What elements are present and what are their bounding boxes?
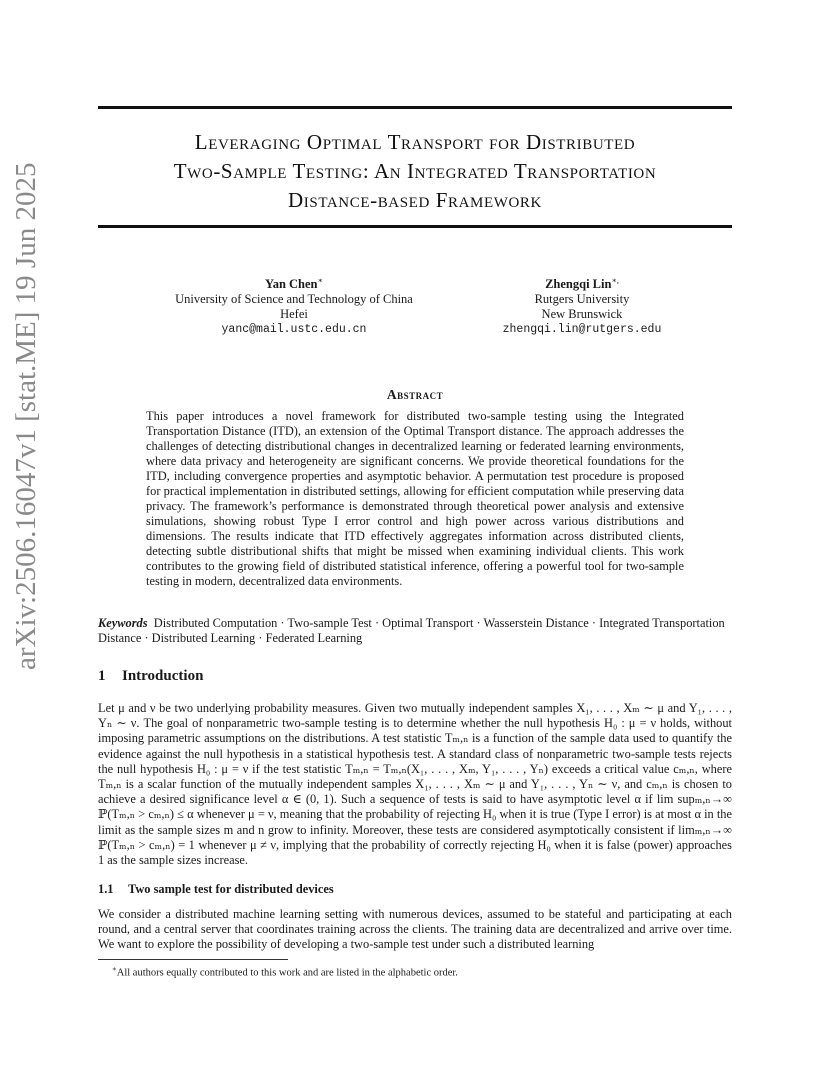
author-city: New Brunswick	[541, 307, 623, 322]
title-top-rule	[98, 106, 732, 109]
paper-title	[98, 128, 732, 215]
section-heading	[98, 668, 203, 685]
author-name: Zhengqi Lin∗,	[545, 276, 619, 292]
footnote-text: All authors equally contributed to this work and are listed in the alphabetic order.	[116, 967, 458, 979]
author-city: Hefei	[280, 307, 308, 322]
keywords-label: Keywords	[98, 616, 148, 630]
section-number: 1	[98, 668, 106, 684]
title-line-2: Two-Sample Testing: An Integrated Transportation	[173, 159, 657, 183]
author-affiliation: University of Science and Technology of China	[175, 292, 413, 307]
author-affiliation: Rutgers University	[534, 292, 630, 307]
footnote	[112, 963, 458, 980]
keywords-list: Distributed Computation · Two-sample Test · Optimal Transport · Wasserstein Distance · Integrated Transportation Distance · Distributed Learning · Federated Learning	[98, 616, 725, 645]
footnote-rule	[98, 959, 288, 960]
subsection-number: 1.1	[98, 882, 114, 896]
section-title: Introduction	[122, 668, 204, 684]
title-line-3: Distance-based Framework	[288, 188, 542, 212]
author-email[interactable]: zhengqi.lin@rutgers.edu	[502, 323, 662, 337]
subsection-heading	[98, 882, 334, 897]
title-bottom-rule	[98, 225, 732, 228]
footnote-mark: ∗	[112, 965, 117, 973]
abstract-body: This paper introduces a novel framework for distributed two-sample testing using the Integrated Transportation Distance (ITD), an extension of the Optimal Transport distance. The approach addresses the challenges of detecting distributional changes in decentralized learning or federated learning environments, where data privacy and heterogeneity are significant concerns. We provide theoretical foundations for the ITD, including convergence properties and asymptotic behavior. A permutation test procedure is proposed for practical implementation in distributed settings, allowing for efficient computation while preserving data privacy. The framework’s performance is demonstrated through theoretical power analysis and extensive simulations, showing robust Type I error control and high power across various distributions and dimensions. The results indicate that ITD effectively aggregates information across distributed clients, detecting subtle distributional shifts that might be missed when examining individual clients. This work contributes to the growing field of distributed statistical inference, offering a powerful tool for two-sample testing in modern, decentralized data environments.	[146, 409, 684, 588]
author-name: Yan Chen∗	[265, 276, 323, 292]
subsection-paragraph: We consider a distributed machine learning setting with numerous devices, assumed to be stateful and participating at each round, and a central server that coordinates training across the clients. The training data are decentralized and arrive over time. We want to explore the possibility of developing a two-sample test under such a distributed learning	[98, 907, 732, 952]
abstract-heading: Abstract	[386, 387, 444, 402]
author-block-1	[156, 273, 432, 337]
intro-paragraph: Let μ and ν be two underlying probability measures. Given two mutually independent samples X₁, . . . , Xₘ ∼ μ and Y₁, . . . , Yₙ ∼ ν. The goal of nonparametric two-sample testing is to determine whether the null hypothesis H₀ : μ = ν holds, without imposing parametric assumptions on the distributions. A test statistic Tₘ,ₙ is a function of the sample data used to quantify the evidence against the null hypothesis in a statistical hypothesis test. A standard class of nonparametric two-sample tests rejects the null hypothesis H₀ : μ = ν if the test statistic Tₘ,ₙ = Tₘ,ₙ(X₁, . . . , Xₘ, Y₁, . . . , Yₙ) exceeds a critical value cₘ,ₙ, where Tₘ,ₙ is a scalar function of the mutually independent samples X₁, . . . , Xₘ ∼ μ and Y₁, . . . , Yₙ ∼ ν, and cₘ,ₙ is chosen to achieve a desired significance level α ∈ (0, 1). Such a sequence of tests is said to have asymptotic level α if lim supₘ,ₙ→∞ ℙ(Tₘ,ₙ > cₘ,ₙ) ≤ α whenever μ = ν, meaning that the probability of rejecting H₀ when it is true (Type I error) is at most α in the limit as the sample sizes m and n grow to infinity. Moreover, these tests are considered asymptotically consistent if limₘ,ₙ→∞ ℙ(Tₘ,ₙ > cₘ,ₙ) = 1 whenever μ ≠ ν, implying that the probability of correctly rejecting H₀ when it is false (power) approaches 1 as the sample sizes increase.	[98, 701, 732, 868]
author-email[interactable]: yanc@mail.ustc.edu.cn	[221, 323, 367, 337]
subsection-title: Two sample test for distributed devices	[128, 882, 334, 896]
title-line-1: Leveraging Optimal Transport for Distributed	[194, 130, 636, 154]
author-block-2	[486, 273, 678, 337]
keywords-line	[98, 616, 732, 646]
arxiv-sidebar-stamp: arXiv:2506.16047v1 [stat.ME] 19 Jun 2025	[10, 162, 42, 670]
